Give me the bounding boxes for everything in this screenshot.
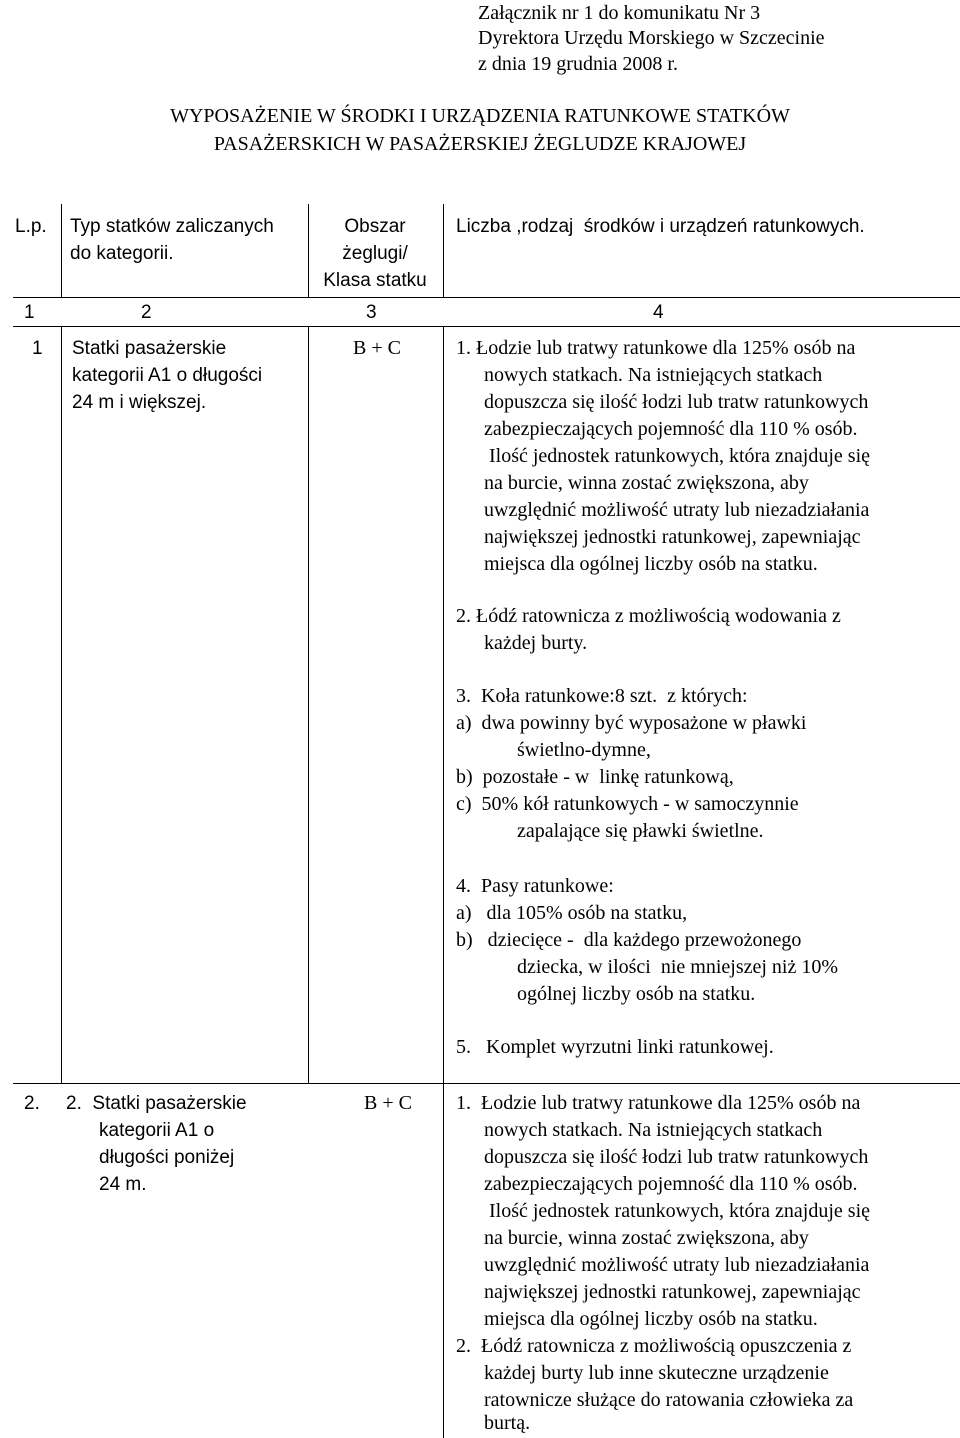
document-title-line1: WYPOSAŻENIE W ŚRODKI I URZĄDZENIA RATUNKOWE STATKÓW [170,105,790,127]
equipment-line: 1. Łodzie lub tratwy ratunkowe dla 125% osób na [456,1092,861,1114]
equipment-line: uwzględnić możliwość utraty lub niezadziałania [484,499,870,521]
column-number: 1 [24,302,35,323]
header-type: Typ statków zaliczanych [70,216,274,237]
row-type: 2. Statki pasażerskie [66,1093,247,1114]
equipment-line: zapalające się pławki świetlne. [517,820,764,842]
equipment-line: zabezpieczających pojemność dla 110 % osób. [484,1173,858,1195]
row-lp: 1 [32,338,43,359]
equipment-line: każdej burty. [484,632,588,654]
equipment-line: nowych statkach. Na istniejących statkach [484,364,823,386]
row-lp: 2. [24,1093,40,1114]
equipment-line: na burcie, winna zostać zwiększona, aby [484,472,809,494]
equipment-line: 2. Łódź ratownicza z możliwością wodowania z [456,605,841,627]
equipment-line: 4. Pasy ratunkowe: [456,875,614,897]
equipment-line: a) dla 105% osób na statku, [456,902,688,924]
equipment-line: dopuszcza się ilość łodzi lub tratw ratunkowych [484,1146,869,1168]
equipment-line: 3. Koła ratunkowe:8 szt. z których: [456,685,748,707]
row-type: kategorii A1 o długości [72,365,263,386]
column-number: 2 [141,302,152,323]
equipment-line: na burcie, winna zostać zwiększona, aby [484,1227,809,1249]
equipment-line: 2. Łódź ratownicza z możliwością opuszczenia z [456,1335,852,1357]
row-type: 24 m i większej. [72,392,207,413]
equipment-line: c) 50% kół ratunkowych - w samoczynnie [456,793,799,815]
header-area: żeglugi/ [342,243,408,264]
equipment-line: uwzględnić możliwość utraty lub niezadziałania [484,1254,870,1276]
row-area: B + C [364,1092,412,1114]
column-number: 4 [653,302,664,323]
row-type: Statki pasażerskie [72,338,227,359]
equipment-line: dziecka, w ilości nie mniejszej niż 10% [517,956,839,978]
equipment-line: Ilość jednostek ratunkowych, która znajduje się [484,445,870,467]
equipment-line: b) dziecięce - dla każdego przewożonego [456,929,802,951]
equipment-line: Ilość jednostek ratunkowych, która znajduje się [484,1200,870,1222]
header-area: Klasa statku [323,270,427,291]
equipment-line: największej jednostki ratunkowej, zapewniając [484,1281,861,1303]
row-type: długości poniżej [99,1147,235,1168]
row-type: kategorii A1 o [99,1120,215,1141]
equipment-line: a) dwa powinny być wyposażone w pławki [456,712,807,734]
equipment-line: każdej burty lub inne skuteczne urządzenie [484,1362,829,1384]
header-equipment: Liczba ,rodzaj środków i urządzeń ratunkowych. [456,216,865,237]
equipment-line: miejsca dla ogólnej liczby osób na statku. [484,553,818,575]
equipment-line: zabezpieczających pojemność dla 110 % osób. [484,418,858,440]
row-area: B + C [353,337,401,359]
header-lp: L.p. [15,216,47,237]
annex-line: Dyrektora Urzędu Morskiego w Szczecinie [478,27,825,49]
annex-line: Załącznik nr 1 do komunikatu Nr 3 [478,2,761,24]
equipment-line: nowych statkach. Na istniejących statkach [484,1119,823,1141]
header-type: do kategorii. [70,243,174,264]
column-number: 3 [366,302,377,323]
equipment-line: 1. Łodzie lub tratwy ratunkowe dla 125% osób na [456,337,856,359]
equipment-line: ratownicze służące do ratowania człowieka za [484,1389,854,1411]
equipment-line: b) pozostałe - w linkę ratunkową, [456,766,734,788]
equipment-line: świetlno-dymne, [517,739,651,761]
equipment-line: ogólnej liczby osób na statku. [517,983,756,1005]
equipment-line: największej jednostki ratunkowej, zapewniając [484,526,861,548]
annex-line: z dnia 19 grudnia 2008 r. [478,53,678,75]
equipment-line: dopuszcza się ilość łodzi lub tratw ratunkowych [484,391,869,413]
header-area: Obszar [344,216,406,237]
row-type: 24 m. [99,1174,147,1195]
equipment-line: burtą. [484,1412,531,1434]
document-title-line2: PASAŻERSKICH W PASAŻERSKIEJ ŻEGLUDZE KRAJOWEJ [213,133,747,155]
equipment-line: miejsca dla ogólnej liczby osób na statku. [484,1308,818,1330]
equipment-line: 5. Komplet wyrzutni linki ratunkowej. [456,1036,774,1058]
